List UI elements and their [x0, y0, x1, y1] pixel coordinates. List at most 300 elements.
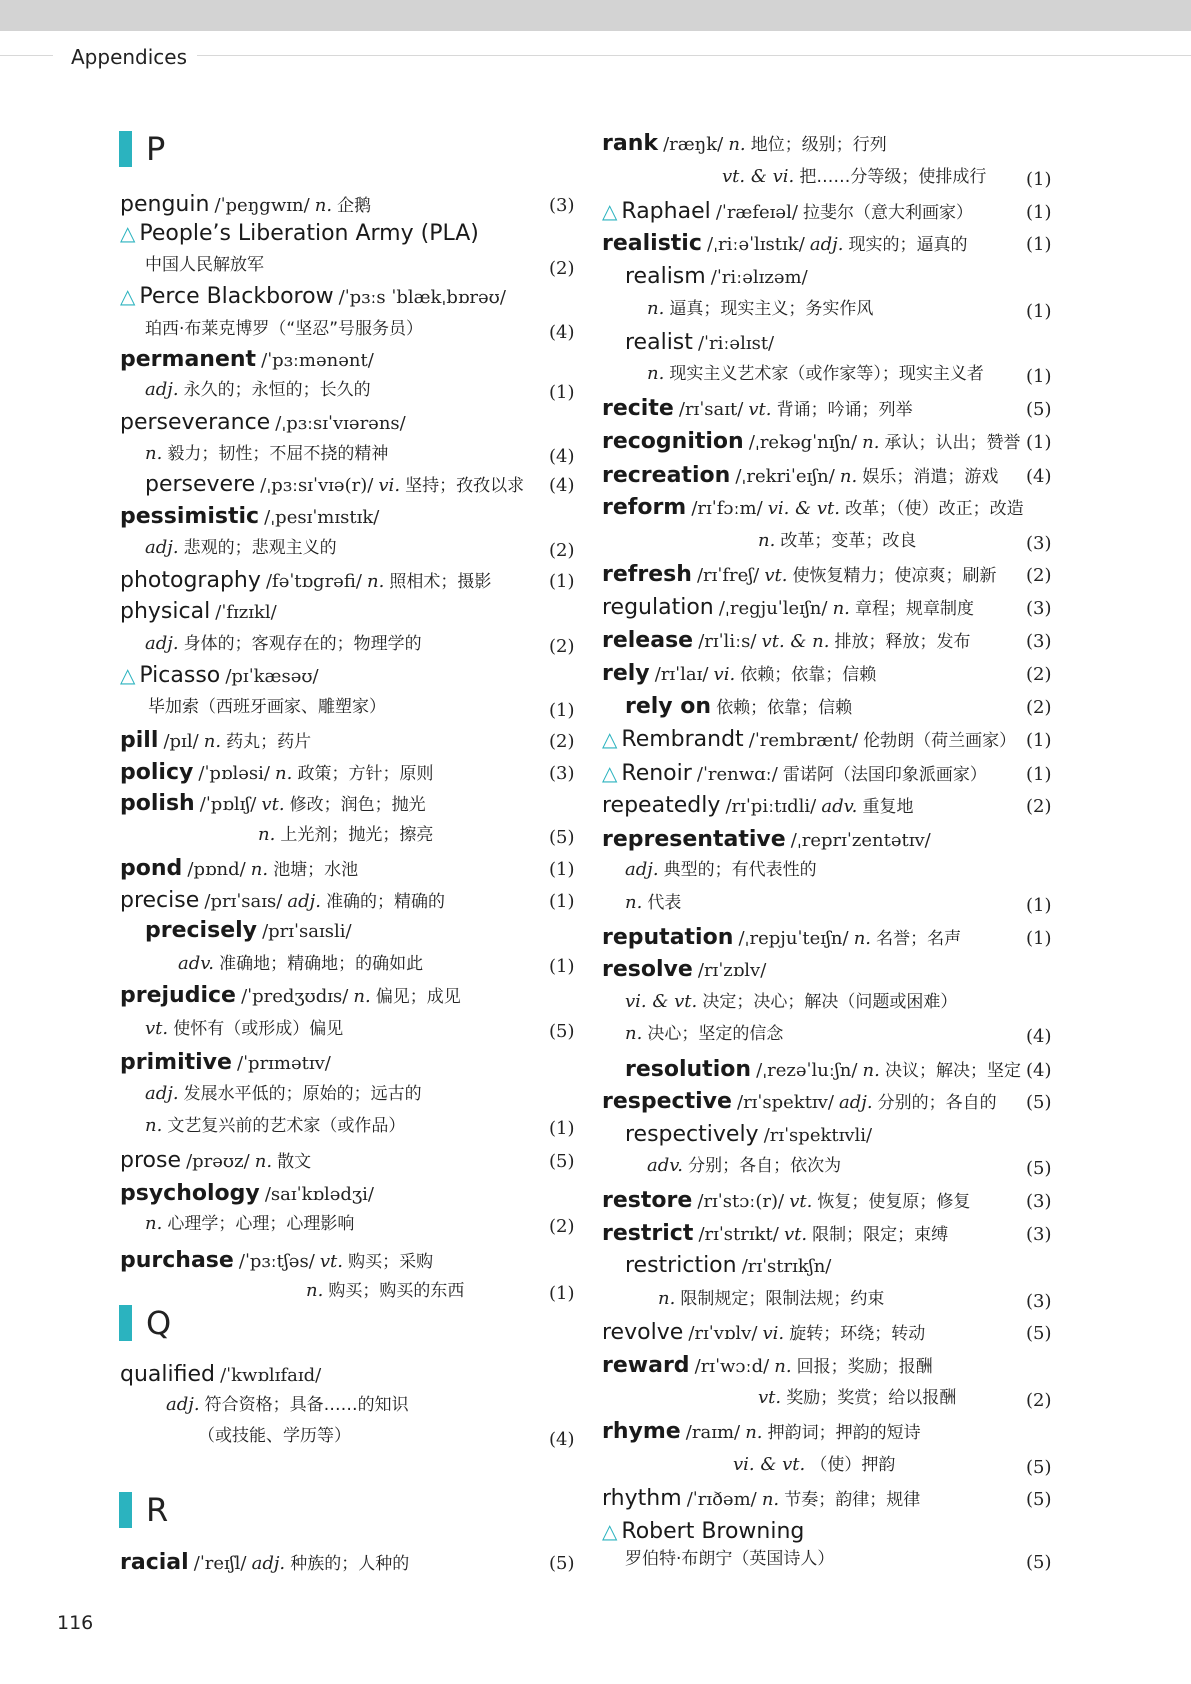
chinese-definition: 种族的；人种的	[290, 1554, 410, 1574]
entry-restriction	[625, 1255, 831, 1277]
part-of-speech: n.	[145, 1213, 163, 1234]
entry-continuation	[178, 955, 423, 973]
entry-continuation	[145, 539, 337, 557]
part-of-speech: vt.	[261, 794, 285, 815]
part-of-speech: n.	[145, 1115, 163, 1136]
headword: psychology	[120, 1181, 260, 1206]
unit-number: (2)	[1026, 664, 1052, 685]
triangle-marker-icon: △	[120, 284, 136, 308]
entry-picasso	[120, 665, 319, 687]
part-of-speech: n.	[250, 859, 269, 880]
part-of-speech: n.	[774, 1356, 792, 1377]
part-of-speech: n.	[758, 530, 776, 551]
pronunciation: /ˈpredʒʊdɪs/	[241, 986, 349, 1007]
pronunciation: /ˈreɪʃl/	[193, 1553, 247, 1574]
chinese-definition: 政策；方针；原则	[297, 764, 434, 784]
entry-regulation	[602, 597, 974, 619]
part-of-speech: vt.	[748, 399, 772, 420]
triangle-marker-icon: △	[602, 761, 618, 785]
entry-continuation	[658, 1290, 884, 1308]
unit-number: (2)	[549, 1216, 575, 1237]
pronunciation: /rɪˈvɒlv/	[688, 1323, 758, 1344]
headword: respectively	[625, 1122, 759, 1147]
headword: restore	[602, 1188, 693, 1213]
unit-number: (5)	[549, 1151, 575, 1172]
entry-continuation	[722, 168, 986, 186]
headword: prejudice	[120, 983, 236, 1008]
chinese-definition: 回报；奖励；报酬	[796, 1357, 933, 1377]
part-of-speech: n.	[839, 466, 858, 487]
entry-rhyme	[602, 1421, 921, 1443]
chinese-definition: 代表	[647, 893, 682, 913]
headword: realistic	[602, 231, 702, 256]
pronunciation: /ˈpɒlɪʃ/	[199, 794, 257, 815]
entry-continuation	[145, 445, 388, 463]
part-of-speech: adj.	[251, 1553, 286, 1574]
headword: recreation	[602, 463, 731, 488]
chinese-definition: 现实的；逼真的	[848, 235, 968, 255]
unit-number: (1)	[1026, 366, 1052, 387]
unit-number: (2)	[549, 731, 575, 752]
entry-resolve	[602, 959, 766, 981]
headword: precisely	[145, 918, 257, 943]
chinese-definition: 上光剂；抛光；擦亮	[280, 825, 434, 845]
part-of-speech: n.	[353, 986, 371, 1007]
pronunciation: /rɪˈfreʃ/	[696, 565, 760, 586]
headword: restrict	[602, 1221, 694, 1246]
headword: pill	[120, 728, 159, 753]
entry-persevere	[145, 474, 524, 496]
unit-number: (5)	[1026, 1158, 1052, 1179]
unit-number: (5)	[1026, 1489, 1052, 1510]
part-of-speech: n.	[862, 1060, 880, 1081]
triangle-marker-icon: △	[120, 221, 136, 245]
top-gray-band	[0, 0, 1191, 31]
chinese-definition: 典型的；有代表性的	[663, 860, 817, 880]
part-of-speech: adj.	[145, 379, 179, 400]
headword: persevere	[145, 472, 256, 497]
part-of-speech: n.	[306, 1280, 324, 1301]
part-of-speech: n.	[203, 731, 222, 752]
triangle-marker-icon: △	[602, 199, 618, 223]
headword: repeatedly	[602, 793, 721, 818]
headword: realist	[625, 330, 693, 355]
entry-precisely	[145, 920, 352, 942]
unit-number: (1)	[1026, 234, 1052, 255]
entry-continuation	[258, 826, 433, 844]
entry-policy	[120, 762, 433, 784]
entry-restore	[602, 1190, 970, 1212]
headword: Perce Blackborow	[139, 284, 334, 309]
page-header-title: Appendices	[71, 45, 188, 69]
chinese-definition: 池塘；水池	[273, 860, 359, 880]
unit-number: (4)	[549, 1429, 575, 1450]
headword: refresh	[602, 562, 692, 587]
entry-perce-blackborow	[120, 286, 506, 308]
chinese-definition: 准确的；精确的	[326, 892, 446, 912]
chinese-definition: 现实主义艺术家（或作家等）；现实主义者	[669, 364, 984, 384]
pronunciation: /rɪˈzɒlv/	[697, 960, 767, 981]
part-of-speech: adj.	[625, 859, 659, 880]
chinese-definition: 发展水平低的；原始的；远古的	[183, 1084, 422, 1104]
part-of-speech: adv.	[821, 796, 858, 817]
headword: Raphael	[621, 199, 711, 224]
entry-continuation	[647, 365, 984, 383]
unit-number: (3)	[1026, 598, 1052, 619]
part-of-speech: vt.	[789, 1191, 813, 1212]
entry-rhythm	[602, 1488, 920, 1510]
unit-number: (2)	[549, 636, 575, 657]
entry-continuation	[625, 861, 817, 879]
entry-continuation	[145, 1117, 405, 1135]
entry-pill	[120, 730, 311, 752]
pronunciation: /pɪˈkæsəʊ/	[225, 666, 319, 687]
pronunciation: /ˈrembrænt/	[748, 730, 859, 751]
entry-prejudice	[120, 985, 461, 1007]
unit-number: (1)	[1026, 202, 1052, 223]
headword: polish	[120, 791, 195, 816]
pronunciation: /ˈpɜːtʃəs/	[238, 1251, 315, 1272]
part-of-speech: n.	[275, 763, 293, 784]
headword: purchase	[120, 1248, 234, 1273]
entry-continuation	[625, 1025, 783, 1043]
entry-recite	[602, 398, 913, 420]
part-of-speech: n.	[853, 928, 872, 949]
chinese-definition: 娱乐；消遣；游戏	[862, 467, 999, 487]
page-number: 116	[57, 1612, 94, 1634]
unit-number: (2)	[1026, 796, 1052, 817]
headword: perseverance	[120, 410, 271, 435]
entry-pond	[120, 858, 358, 880]
entry-primitive	[120, 1052, 331, 1074]
entry-realist	[625, 332, 774, 354]
chinese-definition: 拉斐尔（意大利画家）	[803, 203, 973, 223]
pronunciation: /ˌrepjuˈteɪʃn/	[738, 928, 849, 949]
chinese-definition: 地位；级别；行列	[750, 135, 887, 155]
pronunciation: /ˈkwɒlɪfaɪd/	[220, 1365, 322, 1386]
unit-number: (1)	[549, 382, 575, 403]
entry-recognition	[602, 431, 1021, 453]
pronunciation: /rɪˈlaɪ/	[654, 664, 709, 685]
unit-number: (2)	[1026, 697, 1052, 718]
part-of-speech: vi.	[378, 475, 401, 496]
chinese-definition: 心理学；心理；心理影响	[167, 1214, 355, 1234]
part-of-speech: n.	[647, 298, 665, 319]
chinese-definition: 奖励；奖赏；给以报酬	[786, 1388, 957, 1408]
headword: Rembrandt	[621, 727, 744, 752]
headword: physical	[120, 599, 211, 624]
unit-number: (1)	[1026, 301, 1052, 322]
entry-rely-on	[625, 696, 852, 718]
part-of-speech: vi. & vt.	[625, 991, 698, 1012]
unit-number: (4)	[549, 322, 575, 343]
entry-recreation	[602, 465, 998, 487]
entry-rembrandt	[602, 729, 1016, 751]
entry-continuation	[758, 532, 916, 550]
chinese-definition: 逼真；现实主义；务实作风	[669, 299, 874, 319]
headword: resolution	[625, 1057, 752, 1082]
part-of-speech: adv.	[178, 953, 215, 974]
chinese-definition: 珀西·布莱克博罗（“坚忍”号服务员）	[145, 319, 424, 339]
chinese-definition: 毅力；韧性；不屈不挠的精神	[167, 444, 389, 464]
chinese-definition: 散文	[277, 1152, 312, 1172]
pronunciation: /pɪl/	[163, 731, 199, 752]
unit-number: (3)	[549, 195, 575, 216]
part-of-speech: adj.	[287, 891, 321, 912]
pronunciation: /raɪm/	[685, 1422, 741, 1443]
unit-number: (1)	[1026, 928, 1052, 949]
section-letter-label: Q	[146, 1304, 172, 1342]
unit-number: (1)	[1026, 432, 1052, 453]
headword: representative	[602, 827, 786, 852]
chinese-definition: 罗伯特·布朗宁（英国诗人）	[625, 1549, 835, 1569]
headword: recognition	[602, 429, 744, 454]
part-of-speech: vt. & vi.	[722, 166, 795, 187]
unit-number: (1)	[1026, 730, 1052, 751]
chinese-definition: 照相术；摄影	[389, 572, 492, 592]
part-of-speech: vt.	[764, 565, 788, 586]
headword: rely	[602, 661, 650, 686]
pronunciation: /ˈriːəlɪst/	[697, 333, 775, 354]
pronunciation: /fəˈtɒgrəfi/	[265, 571, 362, 592]
chinese-definition: （或技能、学历等）	[198, 1426, 351, 1446]
chinese-definition: 名誉；名声	[876, 929, 962, 949]
unit-number: (5)	[549, 827, 575, 848]
section-bar-marker	[119, 1305, 132, 1341]
entry-raphael	[602, 201, 973, 223]
headword: reform	[602, 495, 687, 520]
entry-pessimistic	[120, 506, 379, 528]
entry-psychology	[120, 1183, 374, 1205]
chinese-definition: 使怀有（或形成）偏见	[173, 1019, 344, 1039]
pronunciation: /ˈriːəlɪzəm/	[710, 267, 808, 288]
part-of-speech: vi. & vt.	[767, 498, 840, 519]
pronunciation: /ˈpɜːs ˈblækˌbɒrəʊ/	[338, 287, 506, 308]
headword: rank	[602, 131, 658, 156]
pronunciation: /prɪˈsaɪs/	[204, 891, 283, 912]
unit-number: (1)	[549, 956, 575, 977]
part-of-speech: adj.	[145, 1083, 179, 1104]
entry-continuation	[145, 381, 371, 399]
entry-prose	[120, 1150, 311, 1172]
unit-number: (5)	[1026, 1457, 1052, 1478]
entry-continuation	[145, 1215, 354, 1233]
pronunciation: /ˈpɜːmənənt/	[261, 350, 374, 371]
unit-number: (2)	[549, 258, 575, 279]
chinese-definition: 分别的；各自的	[877, 1093, 997, 1113]
unit-number: (4)	[1026, 466, 1052, 487]
pronunciation: /ˌriːəˈlɪstɪk/	[707, 234, 805, 255]
part-of-speech: adv.	[647, 1155, 684, 1176]
entry-continuation	[306, 1282, 464, 1300]
entry-resolution	[625, 1059, 1021, 1081]
unit-number: (1)	[549, 859, 575, 880]
unit-number: (1)	[549, 571, 575, 592]
entry-continuation	[647, 1157, 841, 1175]
pronunciation: /ˌpɜːsɪˈvɪərəns/	[275, 413, 406, 434]
headword: photography	[120, 568, 261, 593]
chinese-definition: 符合资格；具备……的知识	[204, 1395, 409, 1415]
headword: qualified	[120, 1362, 215, 1387]
chinese-definition: 节奏；韵律；规律	[784, 1490, 921, 1510]
chinese-definition: 依赖；依靠；信赖	[716, 698, 853, 718]
part-of-speech: n.	[625, 892, 643, 913]
chinese-definition: 购买；采购	[348, 1252, 434, 1272]
entry-revolve	[602, 1322, 925, 1344]
part-of-speech: n.	[862, 432, 880, 453]
unit-number: (4)	[1026, 1026, 1052, 1047]
unit-number: (1)	[1026, 764, 1052, 785]
pronunciation: /ˈfɪzɪkl/	[215, 602, 277, 623]
section-letter-label: R	[146, 1491, 169, 1529]
part-of-speech: vi.	[713, 664, 736, 685]
unit-number: (5)	[549, 1021, 575, 1042]
entry-rely	[602, 663, 876, 685]
pronunciation: /ˈræfeɪəl/	[715, 202, 798, 223]
headword: recite	[602, 396, 674, 421]
headword: pessimistic	[120, 504, 260, 529]
entry-continuation	[758, 1389, 956, 1407]
section-letter-label: P	[146, 130, 166, 168]
part-of-speech: vt.	[145, 1018, 169, 1039]
part-of-speech: n.	[314, 195, 333, 216]
triangle-marker-icon: △	[602, 727, 618, 751]
unit-number: (5)	[549, 1553, 575, 1574]
entry-robert-browning	[602, 1521, 804, 1543]
chinese-definition: 章程；规章制度	[854, 599, 974, 619]
pronunciation: /rɪˈfɔːm/	[691, 498, 763, 519]
entry-continuation	[145, 1085, 422, 1103]
headword: restriction	[625, 1253, 737, 1278]
entry-continuation	[733, 1456, 895, 1474]
chinese-definition: 背诵；吟诵；列举	[776, 400, 913, 420]
chinese-definition: 坚持；孜孜以求	[405, 476, 525, 496]
entry-continuation	[148, 699, 386, 716]
entry-continuation	[166, 1396, 409, 1414]
chinese-definition: 依赖；依靠；信赖	[740, 665, 877, 685]
entry-refresh	[602, 564, 997, 586]
entry-representative	[602, 829, 931, 851]
entry-rank	[602, 133, 887, 155]
part-of-speech: adj.	[145, 537, 179, 558]
section-bar-marker	[119, 131, 132, 167]
entry-racial	[120, 1552, 409, 1574]
headword: People’s Liberation Army (PLA)	[139, 221, 479, 246]
entry-reputation	[602, 927, 961, 949]
part-of-speech: vi. & vt.	[733, 1454, 806, 1475]
entry-realistic	[602, 233, 968, 255]
headword: release	[602, 628, 694, 653]
unit-number: (1)	[549, 1118, 575, 1139]
headword: resolve	[602, 957, 693, 982]
entry-respective	[602, 1091, 997, 1113]
header-rule-left	[0, 55, 53, 56]
pronunciation: /ˈpɒləsi/	[198, 763, 270, 784]
unit-number: (4)	[549, 475, 575, 496]
unit-number: (5)	[1026, 1092, 1052, 1113]
entry-release	[602, 630, 971, 652]
part-of-speech: adj.	[166, 1394, 200, 1415]
chinese-definition: 购买；购买的东西	[328, 1281, 465, 1301]
unit-number: (5)	[1026, 399, 1052, 420]
chinese-definition: 改革；（使）改正；改造	[845, 499, 1024, 519]
entry-respectively	[625, 1124, 872, 1146]
pronunciation: /rɪˈliːs/	[698, 631, 757, 652]
part-of-speech: n.	[647, 363, 665, 384]
chinese-definition: 毕加索（西班牙画家、雕塑家）	[148, 697, 386, 717]
pronunciation: /rɪˈstrɪkt/	[698, 1224, 779, 1245]
part-of-speech: vi.	[762, 1323, 785, 1344]
pronunciation: /ˈpeŋgwɪn/	[214, 195, 310, 216]
pronunciation: /ˈprɪmətɪv/	[237, 1053, 331, 1074]
headword: regulation	[602, 595, 714, 620]
unit-number: (2)	[1026, 1390, 1052, 1411]
part-of-speech: adj.	[839, 1092, 873, 1113]
chinese-definition: 承认；认出；赞誉	[884, 433, 1021, 453]
headword: policy	[120, 760, 194, 785]
unit-number: (3)	[1026, 1191, 1052, 1212]
pronunciation: /rɪˈspektɪv/	[737, 1092, 834, 1113]
chinese-definition: 中国人民解放军	[145, 255, 264, 275]
part-of-speech: n.	[258, 824, 276, 845]
pronunciation: /rɪˈsaɪt/	[678, 399, 744, 420]
part-of-speech: n.	[832, 598, 850, 619]
entry-continuation	[625, 1551, 834, 1568]
section-bar-marker	[119, 1492, 132, 1528]
entry-qualified	[120, 1364, 321, 1386]
chinese-definition: 雷诺阿（法国印象派画家）	[782, 765, 987, 785]
entry-reward	[602, 1355, 933, 1377]
unit-number: (2)	[1026, 565, 1052, 586]
chinese-definition: 准确地；精确地；的确如此	[219, 954, 424, 974]
unit-number: (1)	[1026, 895, 1052, 916]
headword: reward	[602, 1353, 690, 1378]
entry-photography	[120, 570, 491, 592]
chinese-definition: 悲观的；悲观主义的	[183, 538, 337, 558]
headword: respective	[602, 1089, 732, 1114]
headword: revolve	[602, 1320, 684, 1345]
part-of-speech: n.	[625, 1023, 643, 1044]
headword: Renoir	[621, 761, 692, 786]
chinese-definition: 偏见；成见	[375, 987, 461, 1007]
headword: rhythm	[602, 1486, 682, 1511]
entry-continuation	[145, 635, 422, 653]
pronunciation: /ˌrekriˈeɪʃn/	[735, 466, 835, 487]
unit-number: (3)	[549, 763, 575, 784]
headword: primitive	[120, 1050, 232, 1075]
pronunciation: /ˌreprɪˈzentətɪv/	[790, 830, 931, 851]
headword: precise	[120, 888, 200, 913]
unit-number: (5)	[1026, 1323, 1052, 1344]
pronunciation: /ˈrenwɑː/	[696, 764, 778, 785]
pronunciation: /rɪˈpiːtɪdli/	[725, 796, 817, 817]
entry-reform	[602, 497, 1024, 519]
chinese-definition: 文艺复兴前的艺术家（或作品）	[167, 1116, 406, 1136]
entry-continuation	[647, 300, 873, 318]
pronunciation: /rɪˈspektɪvli/	[763, 1125, 873, 1146]
chinese-definition: 限制；限定；束缚	[812, 1225, 949, 1245]
unit-number: (1)	[1026, 169, 1052, 190]
pronunciation: /rɪˈstrɪkʃn/	[741, 1256, 832, 1277]
chinese-definition: 重复地	[862, 797, 914, 817]
unit-number: (4)	[1026, 1060, 1052, 1081]
pronunciation: /rɪˈwɔːd/	[694, 1356, 770, 1377]
entry-penguin	[120, 194, 371, 216]
entry-continuation	[625, 894, 681, 912]
unit-number: (3)	[1026, 1224, 1052, 1245]
pronunciation: /ˌpesɪˈmɪstɪk/	[264, 507, 380, 528]
chinese-definition: 使恢复精力；使凉爽；刷新	[792, 566, 997, 586]
